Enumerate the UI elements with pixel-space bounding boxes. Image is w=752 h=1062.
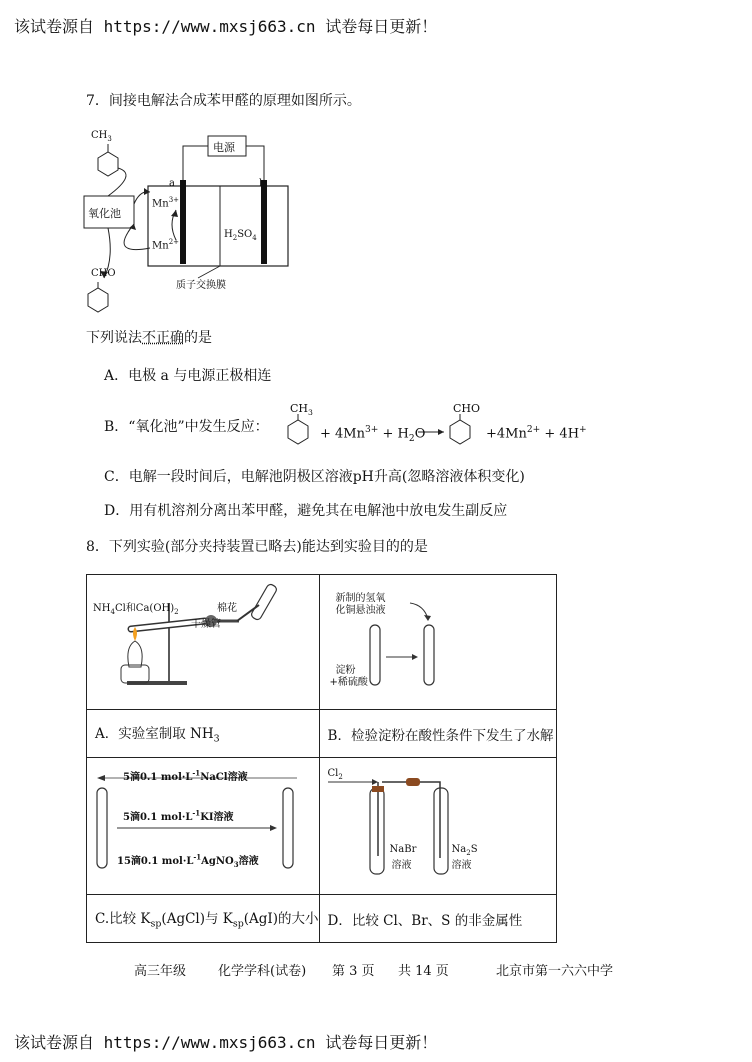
b-mn3: + $4Mn^{3+} + H_2O$: [320, 425, 426, 444]
footer-total: 共 14 页: [398, 964, 449, 979]
cell-b-figure: [319, 575, 556, 710]
starch-label-2: +稀硫酸: [329, 677, 368, 688]
na2s-label-2: 溶液: [451, 860, 472, 871]
membrane-label: 质子交换膜: [176, 280, 226, 291]
footer-grade: 高三年级: [134, 964, 187, 979]
na2s-label-1: $Na_2S$: [451, 844, 478, 857]
q7-option-c: C．电解一段时间后，电解池阴极区溶液pH升高(忽略溶液体积变化): [104, 469, 525, 485]
benzaldehyde-ring-icon: [88, 288, 108, 312]
footer-page: 第 3 页: [332, 964, 375, 979]
q7-option-d: D．用有机溶剂分离出苯甲醛，避免其在电解池中放电发生副反应: [104, 503, 508, 519]
q7-question: 下列说法不正确的是: [86, 330, 212, 346]
caption-a: A．实验室制取 $NH_3$: [87, 710, 320, 758]
c-step3: 15滴0.1 $mol\cdot L^{-1}AgNO_3$溶液: [117, 852, 259, 869]
c-step2: 5滴0.1 $mol\cdot L^{-1}KI$溶液: [123, 808, 234, 823]
cuoh-label-2: 化铜悬浊液: [335, 605, 386, 616]
oxidation-pool-label: 氧化池: [88, 207, 121, 220]
cho-label: CHO: [91, 268, 116, 279]
c-step1: 5滴0.1 $mol\cdot L^{-1}NaCl$溶液: [123, 768, 248, 783]
emphasis-text: 不正确: [142, 330, 184, 346]
electrode-a: [180, 180, 186, 264]
b-ch3: $CH_3$: [290, 402, 313, 418]
nabr-label-1: NaBr: [389, 844, 417, 855]
toluene-ring-icon: [98, 152, 118, 176]
reagent-label: $NH_4Cl$和$Ca(OH)_2$: [93, 603, 179, 616]
toluene-icon: [288, 420, 308, 444]
caption-c: C.比较 $K_{sp}(AgCl)$与 $K_{sp}(AgI)$的大小: [87, 895, 320, 943]
footer-subject: 化学学科(试卷): [218, 964, 307, 979]
mn2-label: $Mn^{2+}$: [152, 238, 180, 252]
electrode-b-label: b: [259, 178, 266, 189]
caption-b: B．检验淀粉在酸性条件下发生了水解: [319, 710, 556, 758]
q7-stem: 7．间接电解法合成苯甲醛的原理如图所示。: [86, 93, 361, 109]
nabr-label-2: 溶液: [391, 860, 412, 871]
cuoh-label-1: 新制的氢氧: [335, 593, 386, 604]
b-products: $+4Mn^{2+} + 4H^+$: [486, 425, 587, 442]
ammonia-apparatus: [87, 575, 311, 705]
cl2-label: $Cl_2$: [327, 768, 343, 781]
h2so4-label: $H_2SO_4$: [224, 229, 257, 242]
dryer-label: 干燥管: [191, 619, 221, 630]
cotton-label: 棉花: [217, 603, 237, 614]
caption-d: D．比较 Cl、Br、S 的非金属性: [319, 895, 556, 943]
cell-d-figure: [319, 758, 556, 895]
b-cho: CHO: [453, 402, 481, 415]
footer-school: 北京市第一六六中学: [496, 964, 614, 979]
watermark-bottom: 该试卷源自 https://www.mxsj663.cn 试卷每日更新！: [14, 1033, 438, 1052]
starch-label-1: 淀粉: [335, 665, 356, 676]
q8-table: [86, 574, 557, 943]
cell-a-figure: [87, 575, 320, 710]
q7-option-b-label: B．“氧化池”中发生反应：: [104, 419, 269, 435]
q7-option-a: A．电极 a 与电源正极相连: [104, 368, 272, 384]
cell-c-figure: [87, 758, 320, 895]
watermark-top: 该试卷源自 https://www.mxsj663.cn 试卷每日更新！: [14, 17, 438, 36]
power-label: 电源: [213, 141, 235, 154]
halogen-apparatus: [320, 758, 556, 890]
benzaldehyde-icon: [450, 420, 470, 444]
q8-stem: 8．下列实验(部分夹持装置已略去)能达到实验目的的是: [86, 539, 428, 555]
ch3-label: $CH_3$: [91, 130, 112, 143]
electrode-b: [261, 180, 267, 264]
electrode-a-label: a: [169, 178, 175, 189]
mn3-label: $Mn^{3+}$: [152, 196, 180, 210]
